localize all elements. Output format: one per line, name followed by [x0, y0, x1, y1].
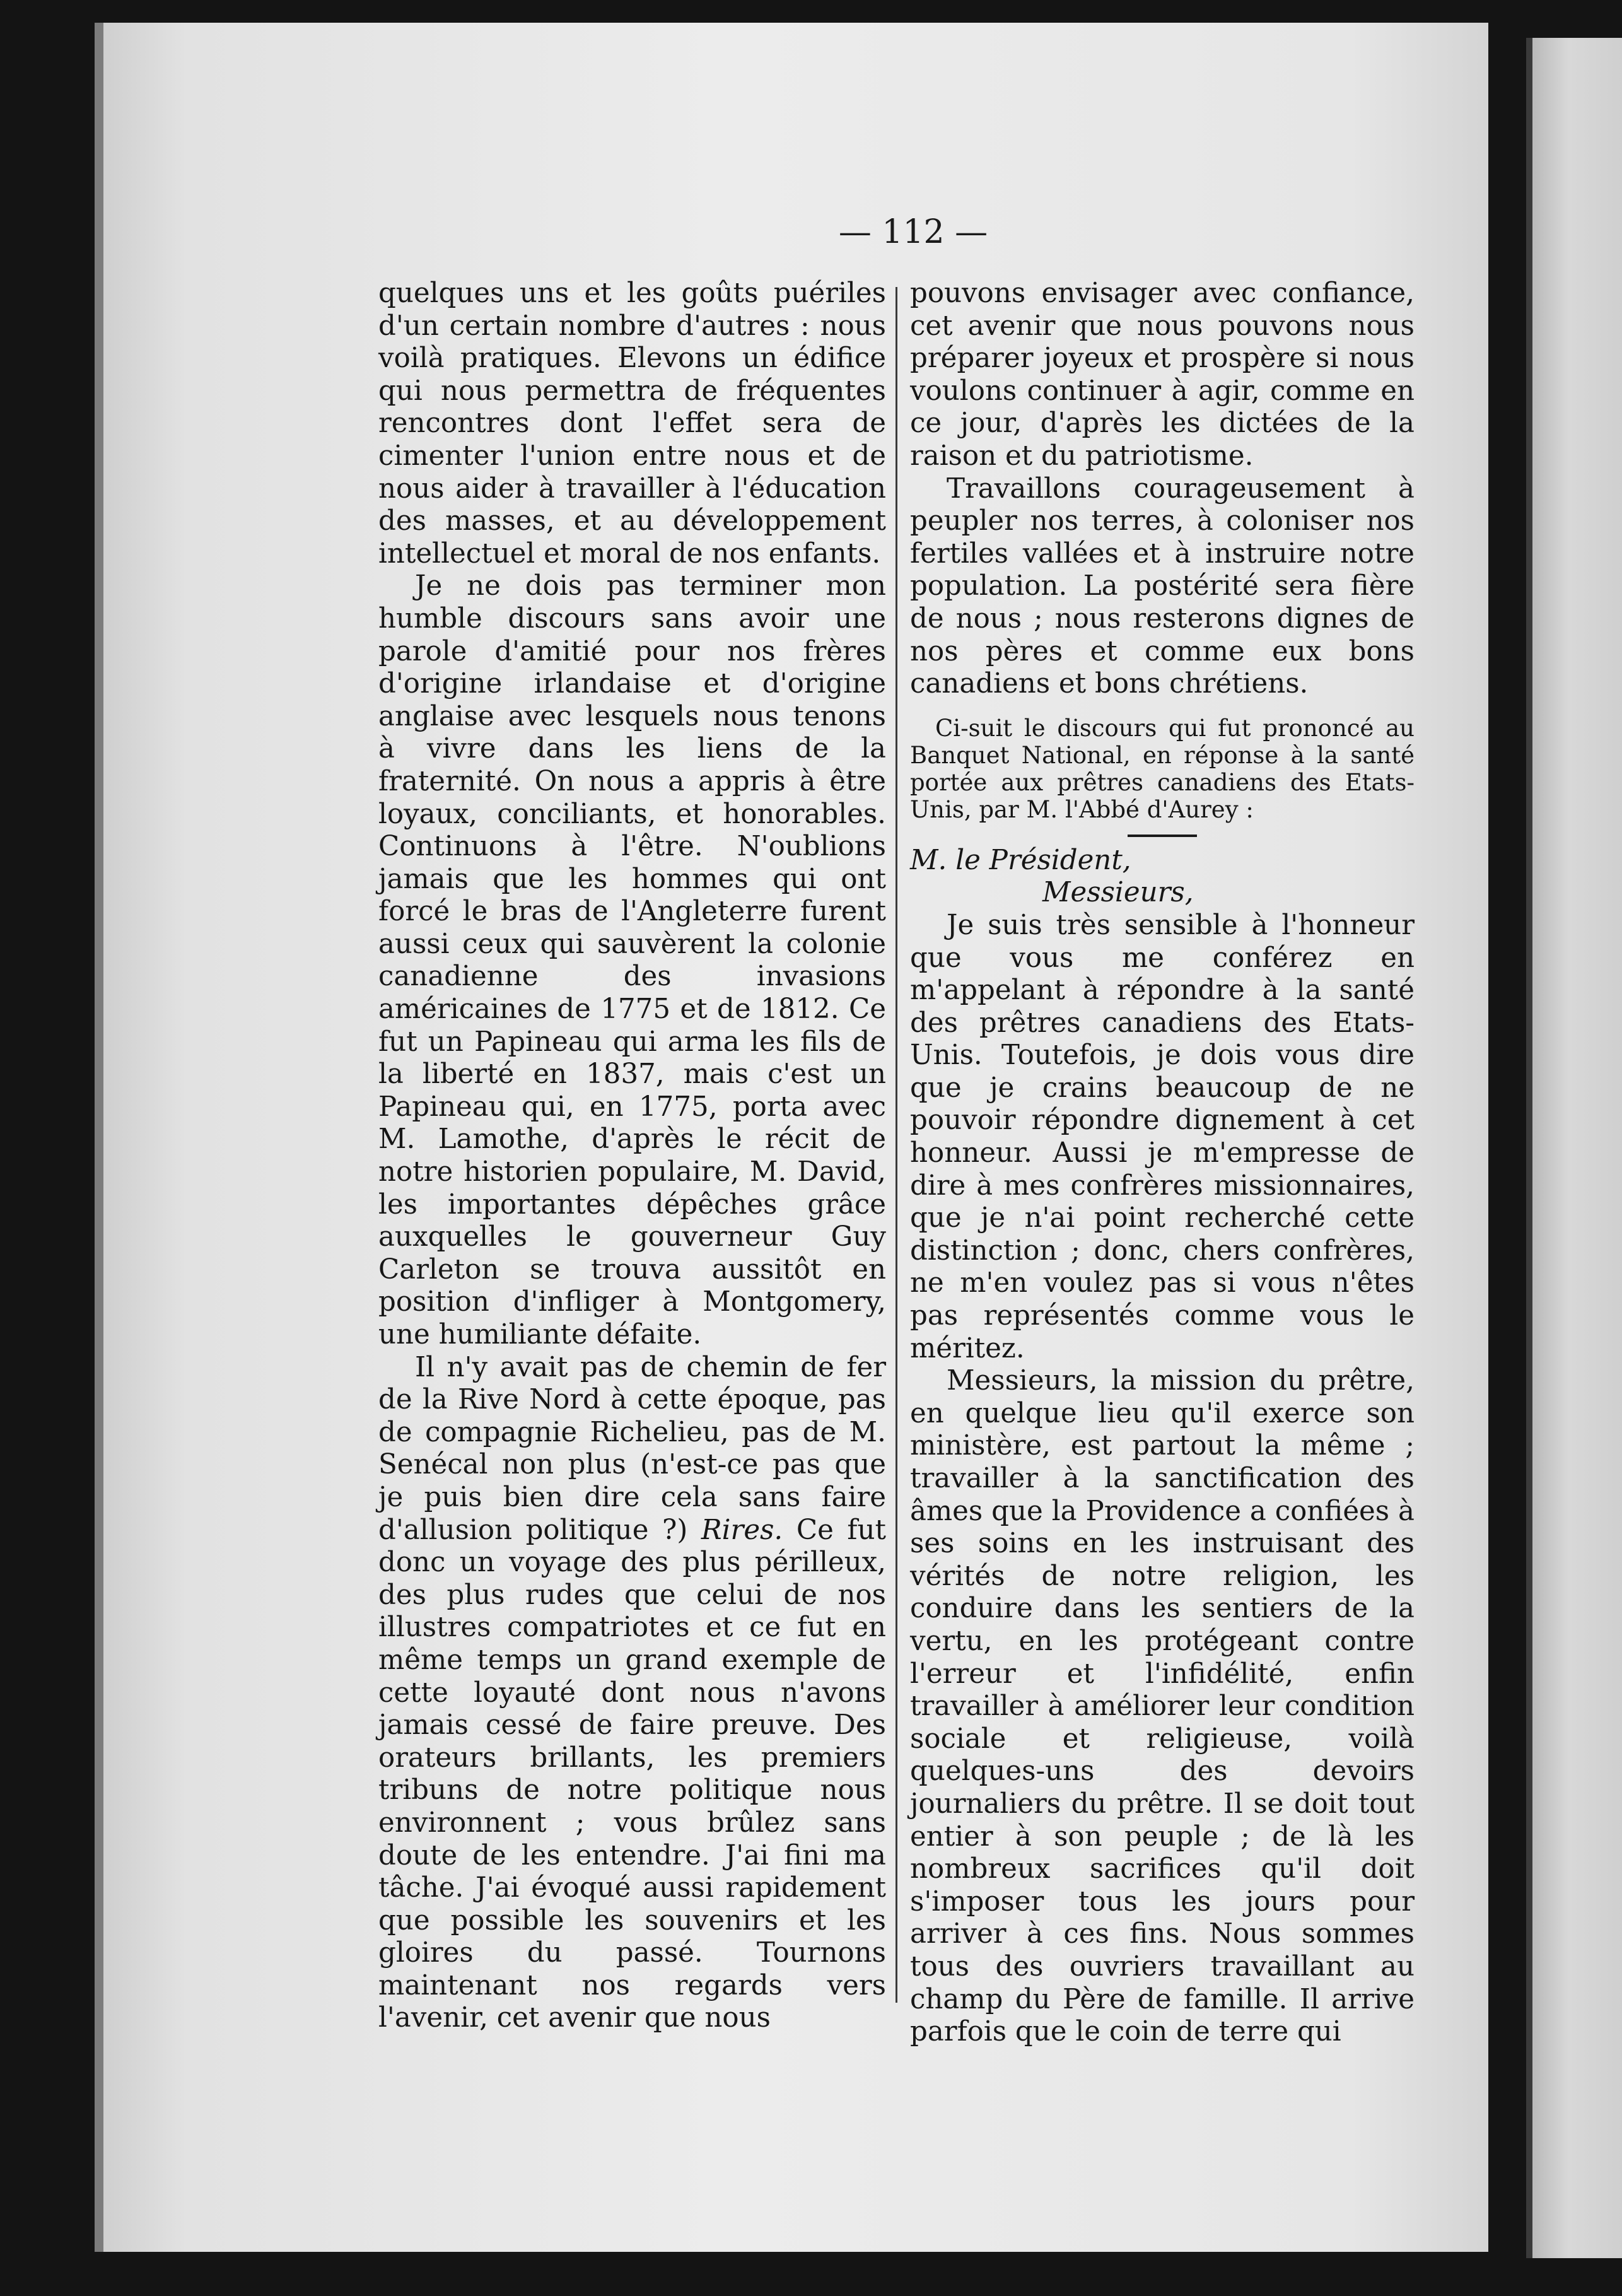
- left-paragraph-2: Je ne dois pas terminer mon humble discours sans avoir une parole d'amitié pour nos frères d'origine irlandaise et d'origine anglaise avec lesquels nous tenons à vivre dans les liens de la fraternité. On nous a appris à être loyaux, conciliants, et honorables. Continuons à l'être. N'oublions jamais que les hommes qui ont forcé le bras de l'Angleterre furent aussi ceux qui sauvèrent la colonie canadienne des invasions américaines de 1775 et de 1812. Ce fut un Papineau qui arma les fils de la liberté en 1837, mais c'est un Papineau qui, en 1775, porta avec M. Lamothe, d'après le récit de notre historien populaire, M. David, les importantes dépêches grâce auxquelles le gouverneur Guy Carleton se trouva aussitôt en position d'infliger à Montgomery, une humiliante défaite.: [378, 570, 886, 1350]
- adjacent-page-edge: [1526, 38, 1622, 2258]
- page-number: — 112 —: [838, 213, 988, 251]
- right-paragraph-4: Messieurs, la mission du prêtre, en quelque lieu qu'il exerce son ministère, est partout la même ; travailler à la sanctification des âmes que la Providence a confiées à ses soins en les instruisant des vérités de notre religion, les conduire dans les sentiers de la vertu, en les protégeant contre l'erreur et l'infidélité, enfin travailler à améliorer leur condition sociale et religieuse, voilà quelques-uns des devoirs journaliers du prêtre. Il se doit tout entier à son peuple ; de là les nombreux sacrifices qu'il doit s'imposer tous les jours pour arriver à ces fins. Nous sommes tous des ouvriers travaillant au champ du Père de famille. Il arrive parfois que le coin de terre qui: [910, 1365, 1415, 2048]
- rires-aside: Rires.: [701, 1514, 783, 1546]
- left-paragraph-1: quelques uns et les goûts puériles d'un certain nombre d'autres : nous voilà pratiques. Elevons un édifice qui nous permettra de fréquentes rencontres dont l'effet sera de cimenter l'union entre nous et de nous aider à travailler à l'éducation des masses, et au développement intellectuel et moral de nos enfants.: [378, 278, 886, 570]
- left-paragraph-3-end: Ce fut donc un voyage des plus périlleux, des plus rudes que celui de nos illustres compatriotes et ce fut en même temps un grand exemple de cette loyauté dont nous n'avons jamais cessé de faire preuve. Des orateurs brillants, les premiers tribuns de notre politique nous environnent ; vous brûlez sans doute de les entendre. J'ai fini ma tâche. J'ai évoqué aussi rapidement que possible les souvenirs et les gloires du passé. Tournons maintenant nos regards vers l'avenir, cet avenir que nous: [378, 1514, 887, 2034]
- salutation-president: M. le Président,: [910, 844, 1131, 876]
- right-paragraph-1: pouvons envisager avec confiance, cet avenir que nous pouvons nous préparer joyeux et prospère si nous voulons continuer à agir, comme en ce jour, d'après les dictées de la raison et du patriotisme.: [910, 278, 1415, 472]
- right-paragraph-3: Je suis très sensible à l'honneur que vous me conférez en m'appelant à répondre à la santé des prêtres canadiens des Etats-Unis. Toutefois, je dois vous dire que je crains beaucoup de ne pouvoir répondre dignement à cet honneur. Aussi je m'empresse de dire à mes confrères missionnaires, que je n'ai point recherché cette distinction ; donc, chers confrères, ne m'en voulez pas si vous n'êtes pas représentés comme vous le méritez.: [910, 909, 1415, 1364]
- speech-introduction: Ci-suit le discours qui fut prononcé au Banquet National, en réponse à la santé portée aux prêtres canadiens des Etats-Unis, par M. l'Abbé d'Aurey :: [910, 714, 1415, 823]
- left-column: [378, 278, 886, 2035]
- separator-rule: [1128, 835, 1197, 837]
- left-paragraph-3-start: Il n'y avait pas de chemin de fer de la Rive Nord à cette époque, pas de compagnie Richelieu, pas de M. Senécal non plus (n'est-ce pas que je puis bien dire cela sans faire d'allusion politique ?): [378, 1351, 886, 1546]
- right-column: [910, 278, 1415, 2049]
- salutation-messieurs: Messieurs,: [1042, 877, 1194, 909]
- right-paragraph-2: Travaillons courageusement à peupler nos terres, à coloniser nos fertiles vallées et à instruire notre population. La postérité sera fière de nous ; nous resterons dignes de nos pères et comme eux bons canadiens et bons chrétiens.: [910, 472, 1415, 700]
- left-paragraph-3: [378, 1352, 886, 2035]
- column-divider: [896, 287, 897, 2003]
